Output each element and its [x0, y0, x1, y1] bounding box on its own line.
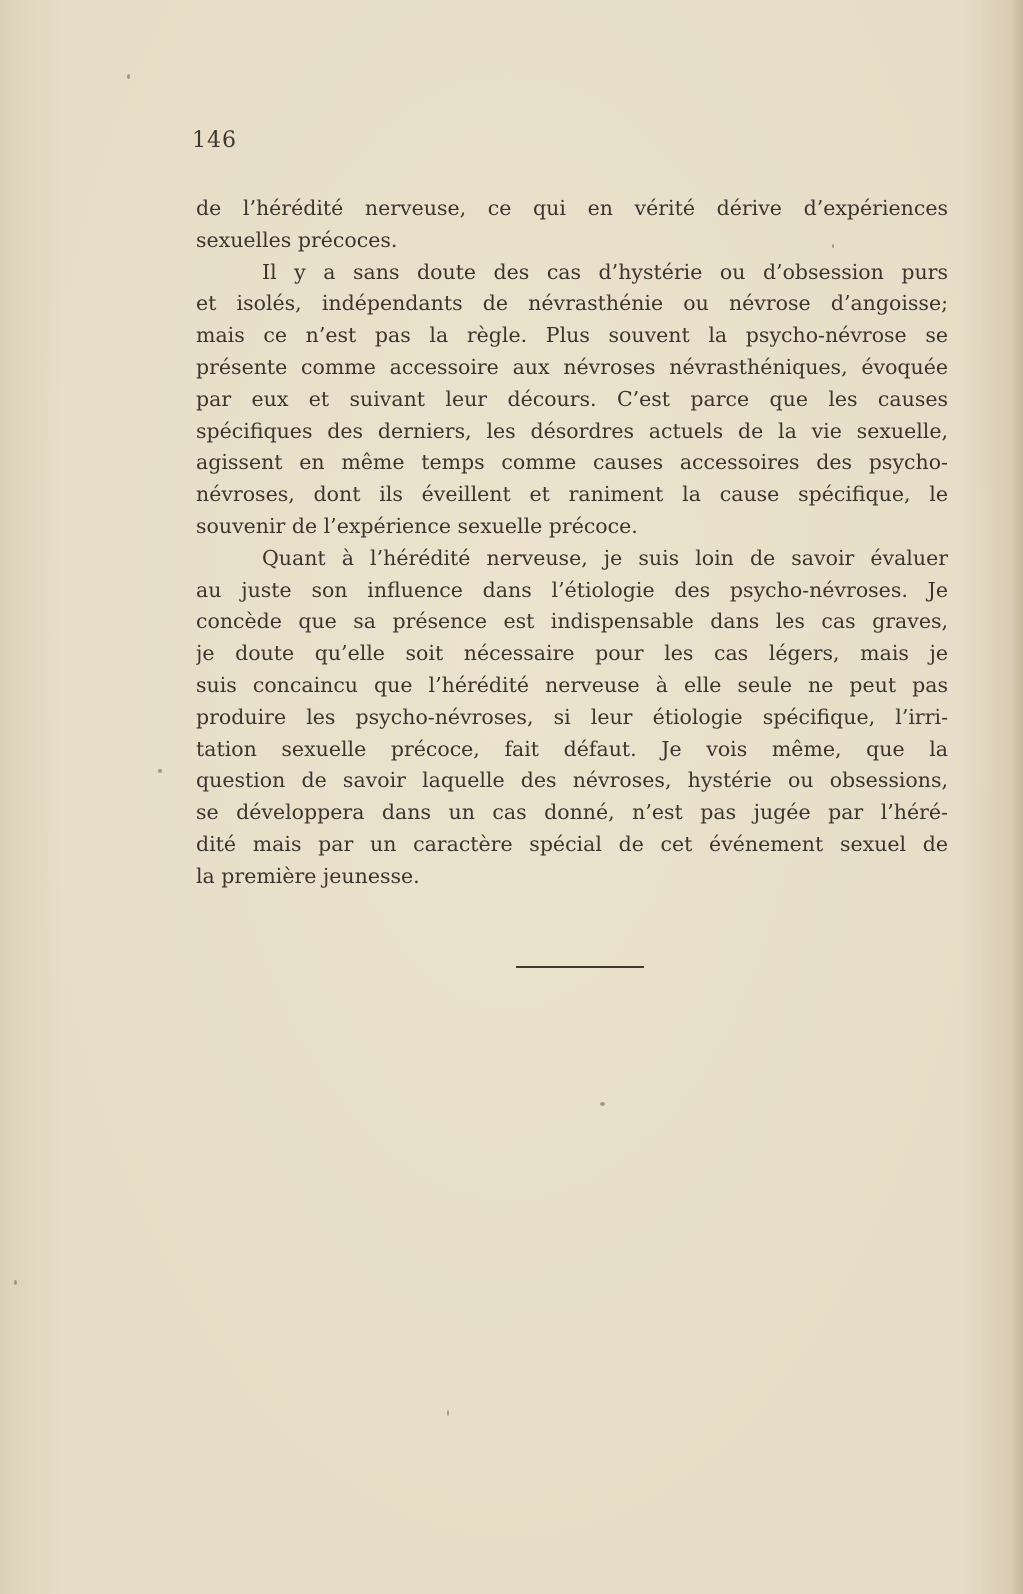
text-line: mais ce n’est pas la règle. Plus souvent la psycho-névrose se [196, 323, 948, 348]
text-line: je doute qu’elle soit nécessaire pour les cas légers, mais je [196, 641, 948, 666]
text-line: question de savoir laquelle des névroses, hystérie ou obsessions, [196, 768, 948, 793]
text-line: se développera dans un cas donné, n’est pas jugée par l’héré- [196, 800, 948, 825]
paper-speck [158, 769, 162, 773]
page-number: 146 [192, 128, 237, 153]
paper-speck [600, 1102, 605, 1106]
text-line: produire les psycho-névroses, si leur étiologie spécifique, l’irri- [196, 704, 948, 729]
page-edge-shadow [1011, 0, 1023, 1594]
text-line: névroses, dont ils éveillent et raniment la cause spécifique, le [196, 482, 948, 507]
text-line: agissent en même temps comme causes accessoires des psycho- [196, 450, 948, 475]
text-line: par eux et suivant leur décours. C’est parce que les causes [196, 386, 948, 411]
section-end-rule [516, 966, 644, 968]
text-line: dité mais par un caractère spécial de cet événement sexuel de [196, 831, 948, 856]
text-line: présente comme accessoire aux névroses névrasthéniques, évoquée [196, 354, 948, 379]
body-text [196, 193, 948, 893]
text-line: concède que sa présence est indispensable dans les cas graves, [196, 609, 948, 634]
text-line: Il y a sans doute des cas d’hystérie ou d’obsession purs [262, 259, 948, 284]
paper-speck [14, 1280, 17, 1285]
paper-speck [832, 244, 834, 248]
text-line: suis concaincu que l’hérédité nerveuse à elle seule ne peut pas [196, 672, 948, 697]
paper-speck [127, 74, 130, 79]
text-line: la première jeunesse. [196, 863, 420, 888]
text-line: et isolés, indépendants de névrasthénie ou névrose d’angoisse; [196, 291, 948, 316]
text-line: souvenir de l’expérience sexuelle précoce. [196, 513, 638, 538]
text-line: de l’hérédité nerveuse, ce qui en vérité dérive d’expériences [196, 196, 948, 220]
text-line: Quant à l’hérédité nerveuse, je suis loin de savoir évaluer [262, 545, 948, 570]
text-line: tation sexuelle précoce, fait défaut. Je vois même, que la [196, 736, 948, 761]
text-line: spécifiques des derniers, les désordres actuels de la vie sexuelle, [196, 418, 948, 443]
text-line: au juste son influence dans l’étiologie des psycho-névroses. Je [196, 577, 948, 602]
text-line: sexuelles précoces. [196, 227, 398, 252]
paper-speck [447, 1410, 449, 1416]
